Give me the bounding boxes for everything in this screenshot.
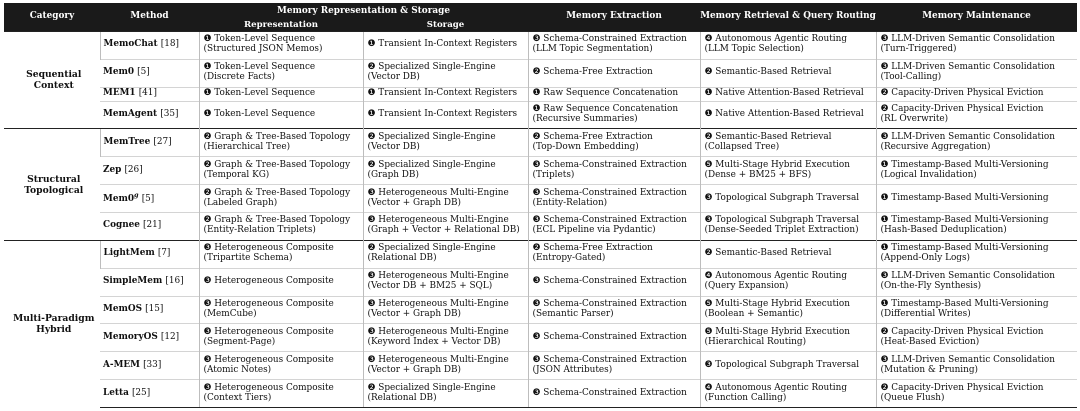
maintenance-detail: (Recursive Aggregation) bbox=[880, 141, 991, 152]
method-citation: [41] bbox=[138, 88, 157, 99]
extraction-cell bbox=[528, 240, 700, 268]
maintenance-value: ❶ Timestamp-Based Multi-Versioning bbox=[880, 298, 1049, 309]
extraction-cell bbox=[528, 212, 700, 240]
maintenance-cell bbox=[876, 324, 1077, 352]
maintenance-cell bbox=[876, 268, 1077, 296]
retrieval-value: ❷ Semantic-Based Retrieval bbox=[704, 248, 832, 259]
representation-cell bbox=[199, 268, 363, 296]
header-storage: Storage bbox=[363, 20, 528, 32]
maintenance-value: ❶ Timestamp-Based Multi-Versioning bbox=[880, 192, 1049, 203]
storage-value: ❸ Heterogeneous Multi-Engine bbox=[367, 187, 509, 198]
storage-cell bbox=[363, 296, 528, 324]
method-citation: [25] bbox=[131, 387, 151, 398]
method-cell bbox=[100, 240, 199, 268]
extraction-cell bbox=[528, 87, 700, 101]
extraction-value: ❸ Schema-Constrained Extraction bbox=[532, 387, 687, 398]
maintenance-detail: (Tool-Calling) bbox=[880, 72, 942, 83]
table-row bbox=[4, 380, 1077, 408]
extraction-value: ❸ Schema-Constrained Extraction bbox=[532, 354, 687, 365]
maintenance-cell bbox=[876, 212, 1077, 240]
method-citation: [5] bbox=[141, 194, 155, 205]
representation-value: ❷ Graph & Tree-Based Topology bbox=[203, 187, 351, 198]
representation-cell bbox=[199, 32, 363, 60]
header-maintenance: Memory Maintenance bbox=[876, 3, 1077, 32]
retrieval-value: ❶ Native Attention-Based Retrieval bbox=[704, 109, 864, 120]
retrieval-detail: (Collapsed Tree) bbox=[704, 141, 780, 152]
table-row bbox=[4, 352, 1077, 380]
retrieval-value: ❺ Multi-Stage Hybrid Execution bbox=[704, 159, 850, 170]
extraction-cell bbox=[528, 380, 700, 408]
storage-value: ❸ Heterogeneous Multi-Engine bbox=[367, 298, 509, 309]
maintenance-value: ❷ Capacity-Driven Physical Eviction bbox=[880, 382, 1044, 393]
maintenance-detail: (Differential Writes) bbox=[880, 308, 971, 319]
table-row bbox=[4, 59, 1077, 87]
storage-detail: (Vector DB + BM25 + SQL) bbox=[367, 281, 493, 292]
header-extraction: Memory Extraction bbox=[528, 3, 700, 32]
maintenance-detail: (Hash-Based Deduplication) bbox=[880, 225, 1007, 236]
storage-value: ❸ Heterogeneous Multi-Engine bbox=[367, 354, 509, 365]
retrieval-detail: (Dense + BM25 + BFS) bbox=[704, 169, 812, 180]
maintenance-value: ❷ Capacity-Driven Physical Eviction bbox=[880, 326, 1044, 337]
storage-value: ❸ Heterogeneous Multi-Engine bbox=[367, 326, 509, 337]
representation-cell bbox=[199, 129, 363, 157]
category-cell: Sequential Context bbox=[4, 32, 100, 129]
method-cell bbox=[100, 32, 199, 60]
retrieval-cell bbox=[700, 352, 876, 380]
maintenance-cell bbox=[876, 296, 1077, 324]
table-row bbox=[4, 212, 1077, 240]
storage-detail: (Graph + Vector + Relational DB) bbox=[367, 225, 520, 236]
table-row bbox=[4, 324, 1077, 352]
maintenance-value: ❷ Capacity-Driven Physical Eviction bbox=[880, 88, 1044, 99]
retrieval-value: ❺ Multi-Stage Hybrid Execution bbox=[704, 326, 850, 337]
header-retrieval-label: Memory Retrieval & Query Routing bbox=[700, 11, 876, 22]
storage-value: ❷ Specialized Single-Engine bbox=[367, 243, 496, 254]
method-citation: [12] bbox=[160, 331, 180, 342]
extraction-cell bbox=[528, 129, 700, 157]
retrieval-detail: (Boolean + Semantic) bbox=[704, 308, 803, 319]
method-name: MemoryOS bbox=[103, 331, 158, 342]
representation-value: ❶ Token-Level Sequence bbox=[203, 109, 316, 120]
retrieval-cell bbox=[700, 185, 876, 213]
representation-detail: (Entity-Relation Triplets) bbox=[203, 225, 316, 236]
storage-detail: (Graph DB) bbox=[367, 169, 419, 180]
method-citation: [21] bbox=[143, 220, 162, 231]
extraction-cell bbox=[528, 268, 700, 296]
storage-value: ❶ Transient In-Context Registers bbox=[367, 88, 518, 99]
method-cell bbox=[100, 87, 199, 101]
storage-detail: (Vector DB) bbox=[367, 72, 420, 83]
maintenance-detail: (Heat-Based Eviction) bbox=[880, 336, 980, 347]
storage-value: ❷ Specialized Single-Engine bbox=[367, 382, 496, 393]
category-cell: Multi-Paradigm Hybrid bbox=[4, 240, 100, 407]
extraction-value: ❶ Raw Sequence Concatenation bbox=[532, 104, 679, 115]
representation-value: ❸ Heterogeneous Composite bbox=[203, 243, 334, 254]
representation-cell bbox=[199, 59, 363, 87]
retrieval-cell bbox=[700, 212, 876, 240]
retrieval-value: ❸ Topological Subgraph Traversal bbox=[704, 215, 860, 226]
representation-cell bbox=[199, 324, 363, 352]
method-cell bbox=[100, 129, 199, 157]
extraction-value: ❷ Schema-Free Extraction bbox=[532, 131, 653, 142]
extraction-cell bbox=[528, 296, 700, 324]
retrieval-cell bbox=[700, 101, 876, 129]
table-row bbox=[4, 129, 1077, 157]
method-cell bbox=[100, 185, 199, 213]
maintenance-value: ❸ LLM-Driven Semantic Consolidation bbox=[880, 62, 1055, 73]
representation-cell bbox=[199, 296, 363, 324]
representation-value: ❷ Graph & Tree-Based Topology bbox=[203, 215, 351, 226]
method-name: Zep bbox=[103, 164, 122, 175]
extraction-value: ❸ Schema-Constrained Extraction bbox=[532, 159, 687, 170]
representation-cell bbox=[199, 352, 363, 380]
method-name: Letta bbox=[103, 387, 129, 398]
storage-cell bbox=[363, 129, 528, 157]
extraction-cell bbox=[528, 101, 700, 129]
table-row bbox=[4, 268, 1077, 296]
maintenance-cell bbox=[876, 185, 1077, 213]
method-citation: [26] bbox=[124, 164, 143, 175]
method-name: Mem0 bbox=[103, 67, 135, 78]
method-cell bbox=[100, 380, 199, 408]
maintenance-cell bbox=[876, 240, 1077, 268]
extraction-detail: (Top-Down Embedding) bbox=[532, 141, 639, 152]
retrieval-cell bbox=[700, 380, 876, 408]
representation-detail: (Segment-Page) bbox=[203, 336, 276, 347]
table-header bbox=[4, 3, 1077, 32]
method-name: MemTree bbox=[103, 136, 151, 147]
retrieval-value: ❸ Topological Subgraph Traversal bbox=[704, 359, 860, 370]
representation-detail: (Temporal KG) bbox=[203, 169, 270, 180]
method-cell bbox=[100, 352, 199, 380]
maintenance-cell bbox=[876, 87, 1077, 101]
retrieval-value: ❶ Native Attention-Based Retrieval bbox=[704, 88, 864, 99]
representation-value: ❸ Heterogeneous Composite bbox=[203, 326, 334, 337]
representation-detail: (Context Tiers) bbox=[203, 392, 272, 403]
storage-value: ❷ Specialized Single-Engine bbox=[367, 159, 496, 170]
maintenance-detail: (Logical Invalidation) bbox=[880, 169, 977, 180]
retrieval-detail: (LLM Topic Selection) bbox=[704, 44, 804, 55]
representation-detail: (Structured JSON Memos) bbox=[203, 44, 323, 55]
maintenance-value: ❷ Capacity-Driven Physical Eviction bbox=[880, 104, 1044, 115]
extraction-value: ❷ Schema-Free Extraction bbox=[532, 67, 653, 78]
method-citation: [5] bbox=[137, 67, 150, 78]
maintenance-cell bbox=[876, 59, 1077, 87]
maintenance-cell bbox=[876, 101, 1077, 129]
extraction-value: ❸ Schema-Constrained Extraction bbox=[532, 215, 687, 226]
method-citation: [18] bbox=[160, 39, 179, 50]
representation-cell bbox=[199, 157, 363, 185]
retrieval-cell bbox=[700, 268, 876, 296]
retrieval-cell bbox=[700, 129, 876, 157]
extraction-cell bbox=[528, 185, 700, 213]
extraction-cell bbox=[528, 157, 700, 185]
method-name: MemAgent bbox=[103, 109, 158, 120]
extraction-detail: (Semantic Parser) bbox=[532, 308, 614, 319]
method-citation: [33] bbox=[143, 359, 162, 370]
retrieval-cell bbox=[700, 324, 876, 352]
retrieval-value: ❷ Semantic-Based Retrieval bbox=[704, 131, 832, 142]
representation-value: ❷ Graph & Tree-Based Topology bbox=[203, 159, 351, 170]
table-row bbox=[4, 32, 1077, 60]
table-row bbox=[4, 296, 1077, 324]
retrieval-cell bbox=[700, 240, 876, 268]
maintenance-value: ❶ Timestamp-Based Multi-Versioning bbox=[880, 215, 1049, 226]
method-superscript: g bbox=[134, 191, 139, 200]
maintenance-detail: (Turn-Triggered) bbox=[880, 44, 957, 55]
retrieval-detail: (Function Calling) bbox=[704, 392, 787, 403]
extraction-value: ❸ Schema-Constrained Extraction bbox=[532, 187, 687, 198]
method-cell bbox=[100, 157, 199, 185]
table-body bbox=[4, 32, 1077, 408]
method-citation: [16] bbox=[165, 276, 184, 287]
maintenance-detail: (Append-Only Logs) bbox=[880, 253, 970, 264]
storage-detail: (Keyword Index + Vector DB) bbox=[367, 336, 501, 347]
method-name: MemoChat bbox=[103, 39, 158, 50]
storage-detail: (Vector + Graph DB) bbox=[367, 364, 461, 375]
storage-value: ❸ Heterogeneous Multi-Engine bbox=[367, 271, 509, 282]
retrieval-value: ❸ Topological Subgraph Traversal bbox=[704, 192, 860, 203]
retrieval-value: ❹ Autonomous Agentic Routing bbox=[704, 382, 848, 393]
header-mem-rep-storage bbox=[199, 3, 528, 20]
maintenance-value: ❸ LLM-Driven Semantic Consolidation bbox=[880, 34, 1055, 45]
maintenance-detail: (Mutation & Pruning) bbox=[880, 364, 978, 375]
storage-cell bbox=[363, 324, 528, 352]
representation-detail: (MemCube) bbox=[203, 308, 257, 319]
representation-detail: (Labeled Graph) bbox=[203, 197, 278, 208]
category-cell: Structural Topological bbox=[4, 129, 100, 240]
extraction-cell bbox=[528, 59, 700, 87]
extraction-value: ❸ Schema-Constrained Extraction bbox=[532, 34, 687, 45]
retrieval-value: ❹ Autonomous Agentic Routing bbox=[704, 271, 848, 282]
method-cell bbox=[100, 101, 199, 129]
method-citation: [15] bbox=[145, 303, 164, 314]
maintenance-value: ❶ Timestamp-Based Multi-Versioning bbox=[880, 243, 1049, 254]
representation-value: ❸ Heterogeneous Composite bbox=[203, 276, 334, 287]
method-cell bbox=[100, 268, 199, 296]
representation-value: ❷ Graph & Tree-Based Topology bbox=[203, 131, 351, 142]
method-name: Cognee bbox=[103, 220, 140, 231]
maintenance-cell bbox=[876, 157, 1077, 185]
method-cell bbox=[100, 296, 199, 324]
method-cell bbox=[100, 324, 199, 352]
extraction-detail: (Entity-Relation) bbox=[532, 197, 608, 208]
retrieval-cell bbox=[700, 87, 876, 101]
maintenance-cell bbox=[876, 32, 1077, 60]
header-retrieval bbox=[700, 3, 876, 32]
representation-value: ❶ Token-Level Sequence bbox=[203, 34, 316, 45]
extraction-detail: (Recursive Summaries) bbox=[532, 114, 638, 125]
header-method: Method bbox=[100, 3, 199, 32]
retrieval-detail: (Hierarchical Routing) bbox=[704, 336, 807, 347]
storage-cell bbox=[363, 59, 528, 87]
retrieval-cell bbox=[700, 296, 876, 324]
extraction-cell bbox=[528, 32, 700, 60]
representation-cell bbox=[199, 212, 363, 240]
maintenance-detail: (RL Overwrite) bbox=[880, 114, 949, 125]
storage-value: ❸ Heterogeneous Multi-Engine bbox=[367, 215, 509, 226]
storage-detail: (Relational DB) bbox=[367, 253, 437, 264]
representation-cell bbox=[199, 101, 363, 129]
representation-value: ❶ Token-Level Sequence bbox=[203, 88, 316, 99]
storage-value: ❷ Specialized Single-Engine bbox=[367, 62, 496, 73]
table-row bbox=[4, 240, 1077, 268]
storage-detail: (Relational DB) bbox=[367, 392, 437, 403]
extraction-value: ❸ Schema-Constrained Extraction bbox=[532, 331, 687, 342]
storage-cell bbox=[363, 87, 528, 101]
storage-cell bbox=[363, 101, 528, 129]
maintenance-detail: (On-the-Fly Synthesis) bbox=[880, 281, 982, 292]
retrieval-cell bbox=[700, 32, 876, 60]
extraction-value: ❶ Raw Sequence Concatenation bbox=[532, 88, 679, 99]
storage-cell bbox=[363, 380, 528, 408]
table-row bbox=[4, 101, 1077, 129]
extraction-value: ❸ Schema-Constrained Extraction bbox=[532, 276, 687, 287]
maintenance-value: ❸ LLM-Driven Semantic Consolidation bbox=[880, 131, 1055, 142]
retrieval-detail: (Dense-Seeded Triplet Extraction) bbox=[704, 225, 859, 236]
retrieval-cell bbox=[700, 59, 876, 87]
extraction-value: ❸ Schema-Constrained Extraction bbox=[532, 298, 687, 309]
storage-cell bbox=[363, 240, 528, 268]
method-name: MEM1 bbox=[103, 88, 136, 99]
storage-value: ❶ Transient In-Context Registers bbox=[367, 109, 518, 120]
representation-cell bbox=[199, 185, 363, 213]
method-citation: [35] bbox=[160, 109, 179, 120]
storage-detail: (Vector + Graph DB) bbox=[367, 308, 461, 319]
storage-cell bbox=[363, 352, 528, 380]
extraction-detail: (JSON Attributes) bbox=[532, 364, 613, 375]
storage-detail: (Vector DB) bbox=[367, 141, 420, 152]
comparison-table bbox=[4, 3, 1077, 408]
maintenance-detail: (Queue Flush) bbox=[880, 392, 945, 403]
representation-detail: (Discrete Facts) bbox=[203, 72, 275, 83]
storage-cell bbox=[363, 268, 528, 296]
extraction-detail: (Entropy-Gated) bbox=[532, 253, 606, 264]
method-citation: [27] bbox=[153, 136, 172, 147]
extraction-detail: (Triplets) bbox=[532, 169, 575, 180]
extraction-cell bbox=[528, 352, 700, 380]
extraction-detail: (ECL Pipeline via Pydantic) bbox=[532, 225, 656, 236]
representation-value: ❸ Heterogeneous Composite bbox=[203, 354, 334, 365]
retrieval-cell bbox=[700, 157, 876, 185]
representation-detail: (Tripartite Schema) bbox=[203, 253, 293, 264]
extraction-cell bbox=[528, 324, 700, 352]
method-name: LightMem bbox=[103, 248, 155, 259]
storage-value: ❶ Transient In-Context Registers bbox=[367, 39, 518, 50]
maintenance-cell bbox=[876, 352, 1077, 380]
table-row bbox=[4, 87, 1077, 101]
storage-cell bbox=[363, 157, 528, 185]
representation-cell bbox=[199, 87, 363, 101]
maintenance-value: ❸ LLM-Driven Semantic Consolidation bbox=[880, 354, 1055, 365]
storage-detail: (Vector + Graph DB) bbox=[367, 197, 461, 208]
representation-cell bbox=[199, 240, 363, 268]
table-row bbox=[4, 157, 1077, 185]
retrieval-detail: (Query Expansion) bbox=[704, 281, 789, 292]
table-row bbox=[4, 185, 1077, 213]
storage-value: ❷ Specialized Single-Engine bbox=[367, 131, 496, 142]
representation-detail: (Atomic Notes) bbox=[203, 364, 272, 375]
representation-value: ❸ Heterogeneous Composite bbox=[203, 298, 334, 309]
maintenance-cell bbox=[876, 380, 1077, 408]
retrieval-value: ❹ Autonomous Agentic Routing bbox=[704, 34, 848, 45]
header-mem-rep-storage-label: Memory Representation & Storage bbox=[277, 5, 450, 16]
method-cell bbox=[100, 212, 199, 240]
extraction-detail: (LLM Topic Segmentation) bbox=[532, 44, 653, 55]
method-name: MemOS bbox=[103, 303, 143, 314]
storage-cell bbox=[363, 212, 528, 240]
method-cell bbox=[100, 59, 199, 87]
storage-cell bbox=[363, 185, 528, 213]
representation-cell bbox=[199, 380, 363, 408]
method-name: Mem0 bbox=[103, 194, 135, 205]
retrieval-value: ❷ Semantic-Based Retrieval bbox=[704, 67, 832, 78]
header-representation: Representation bbox=[199, 20, 363, 32]
representation-detail: (Hierarchical Tree) bbox=[203, 141, 291, 152]
representation-value: ❸ Heterogeneous Composite bbox=[203, 382, 334, 393]
extraction-value: ❷ Schema-Free Extraction bbox=[532, 243, 653, 254]
maintenance-cell bbox=[876, 129, 1077, 157]
method-name: A-MEM bbox=[103, 359, 140, 370]
representation-value: ❶ Token-Level Sequence bbox=[203, 62, 316, 73]
method-name: SimpleMem bbox=[103, 276, 163, 287]
method-citation: [7] bbox=[157, 248, 171, 259]
header-category: Category bbox=[4, 3, 100, 32]
storage-cell bbox=[363, 32, 528, 60]
maintenance-value: ❶ Timestamp-Based Multi-Versioning bbox=[880, 159, 1049, 170]
maintenance-value: ❸ LLM-Driven Semantic Consolidation bbox=[880, 271, 1055, 282]
retrieval-value: ❺ Multi-Stage Hybrid Execution bbox=[704, 298, 850, 309]
